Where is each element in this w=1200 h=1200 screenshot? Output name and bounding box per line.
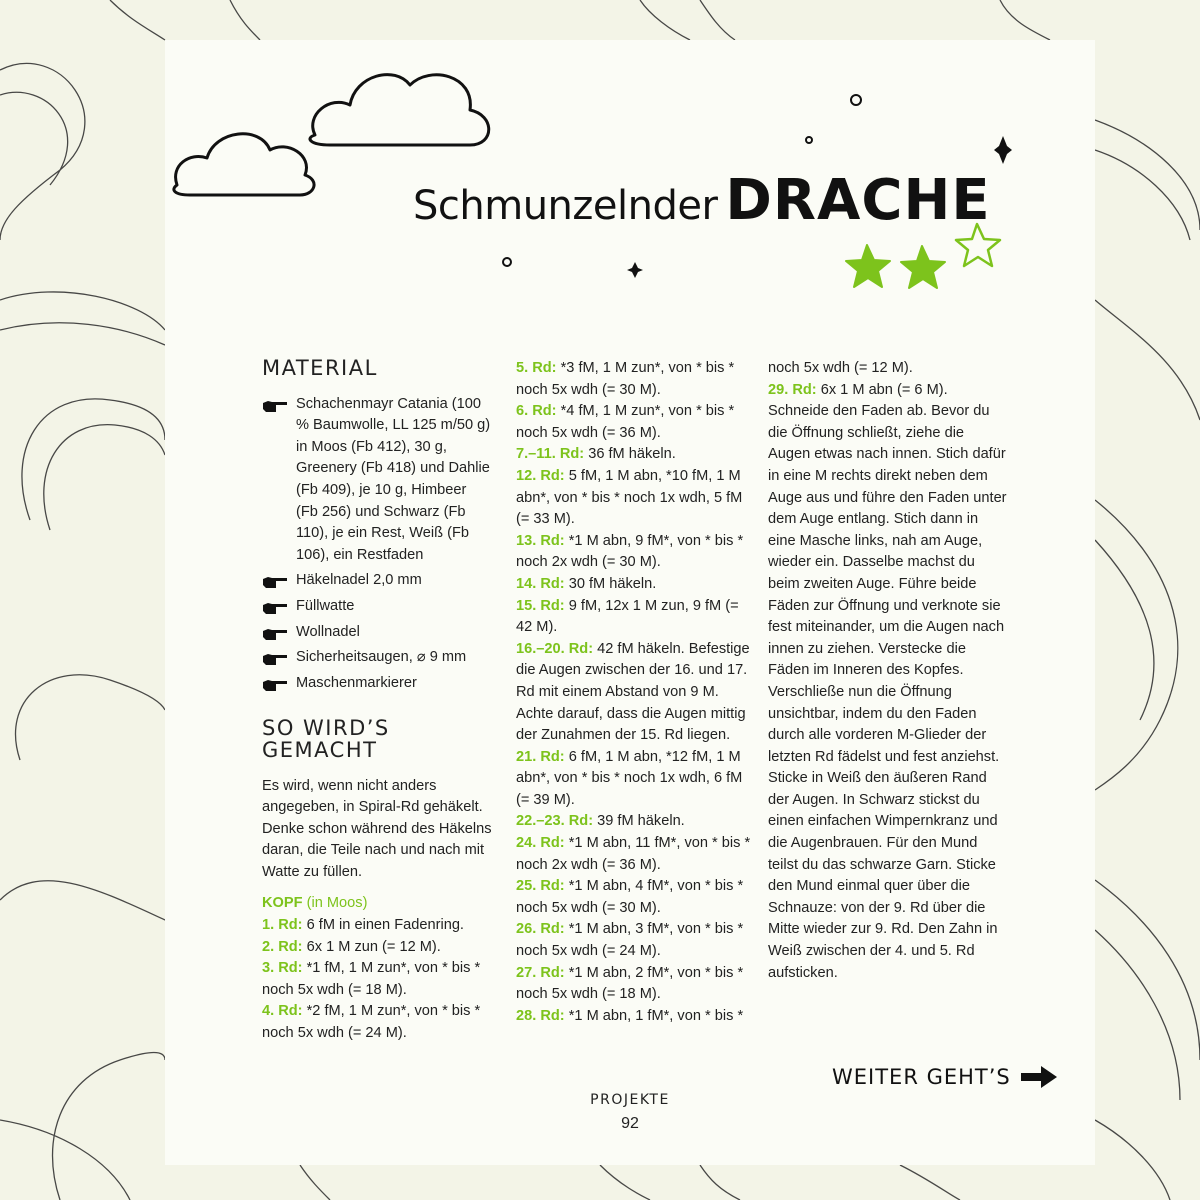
round-continuation: noch 5x wdh (= 12 M). (768, 360, 913, 376)
column-3 (768, 358, 1008, 984)
pointing-hand-icon (262, 399, 288, 413)
round-text: 6 fM in einen Fadenring. (306, 917, 464, 934)
round-text: *1 M abn, 9 fM*, von * bis * noch 2x wdh (= 30 M). (516, 532, 744, 571)
round-line (516, 531, 751, 574)
material-item (262, 622, 492, 644)
round-label: 16.–20. Rd: (516, 640, 594, 657)
round-label: 28. Rd: (516, 1007, 565, 1024)
round-label: 24. Rd: (516, 835, 565, 852)
round-line (262, 958, 492, 1001)
section-heading (262, 893, 492, 915)
round-label: 29. Rd: (768, 381, 817, 398)
title-part1: Schmunzelnder (413, 183, 718, 229)
cloud-large-icon (310, 75, 489, 145)
pointing-hand-icon (262, 627, 288, 641)
sparkle-icon (994, 136, 1012, 164)
pointing-hand-icon (262, 601, 288, 615)
round-text: 5 fM, 1 M abn, *10 fM, 1 M abn*, von * bis * noch 1x wdh, 5 fM (= 33 M). (516, 467, 743, 528)
round-line (262, 1001, 492, 1044)
round-label: 21. Rd: (516, 748, 565, 765)
material-list (262, 394, 492, 695)
round-line (516, 747, 751, 812)
round-text: 6x 1 M abn (= 6 M). (820, 381, 948, 398)
round-line (516, 596, 751, 639)
continue-link[interactable] (832, 1065, 1057, 1089)
instructions-intro: Es wird, wenn nicht anders angegeben, in Spiral-Rd gehäkelt. Denke schon während des Häkelns daran, die Teile nach und nach mit Watte zu füllen. (262, 777, 492, 880)
footer-section-label: PROJEKTE (590, 1092, 670, 1108)
dot-icon (851, 95, 861, 105)
material-item-text: Wollnadel (296, 623, 360, 640)
round-label: 26. Rd: (516, 921, 565, 938)
round-label: 25. Rd: (516, 878, 565, 895)
pointing-hand-icon (262, 678, 288, 692)
book-page (165, 40, 1095, 1165)
round-text: *1 M abn, 1 fM*, von * bis * (568, 1007, 744, 1024)
round-label: 2. Rd: (262, 938, 303, 955)
round-text: *1 M abn, 11 fM*, von * bis * noch 2x wdh (= 36 M). (516, 835, 751, 873)
dot-icon (806, 137, 812, 143)
material-item (262, 596, 492, 618)
page-title (413, 168, 991, 233)
material-heading: MATERIAL (262, 356, 378, 380)
round-text: *1 fM, 1 M zun*, von * bis * noch 5x wdh (= 18 M). (262, 960, 481, 998)
section-label: KOPF (262, 895, 303, 912)
round-label: 3. Rd: (262, 960, 303, 977)
material-item (262, 570, 492, 592)
round-text: *1 M abn, 4 fM*, von * bis * noch 5x wdh (= 30 M). (516, 878, 744, 916)
round-line (516, 876, 751, 919)
sparkle-icon (627, 262, 643, 278)
material-item (262, 673, 492, 695)
round-line (516, 401, 751, 444)
round-line (516, 963, 751, 1006)
material-item-text: Sicherheitsaugen, ⌀ 9 mm (296, 649, 467, 666)
round-line (516, 574, 751, 596)
round-text: 30 fM häkeln. (568, 575, 657, 592)
material-item-text: Maschenmarkierer (296, 674, 417, 691)
round-line (262, 915, 492, 937)
material-item (262, 647, 492, 669)
round-text: *1 M abn, 2 fM*, von * bis * noch 5x wdh (= 18 M). (516, 964, 744, 1003)
material-item (262, 394, 492, 567)
round-text: 39 fM häkeln. (597, 813, 685, 830)
round-label: 13. Rd: (516, 532, 565, 549)
round-label: 6. Rd: (516, 403, 557, 420)
star-filled-icon (846, 245, 890, 287)
round-line (262, 937, 492, 959)
arrow-right-icon (1021, 1066, 1057, 1088)
round-text: 9 fM, 12x 1 M zun, 9 fM (= 42 M). (516, 597, 739, 636)
round-line (516, 919, 751, 962)
round-text: *1 M abn, 3 fM*, von * bis * noch 5x wdh (= 24 M). (516, 921, 744, 960)
round-text: 42 fM häkeln. Befestige die Augen zwischen der 16. und 17. Rd mit einem Abstand von 9 M. Achte darauf, dass die Augen mittig der Zunahmen der 15. Rd liegen. (516, 640, 750, 744)
round-label: 14. Rd: (516, 575, 565, 592)
continue-label: WEITER GEHT’S (832, 1065, 1011, 1089)
material-item-text: Häkelnadel 2,0 mm (296, 572, 422, 589)
round-label: 22.–23. Rd: (516, 813, 594, 830)
round-label: 7.–11. Rd: (516, 446, 585, 463)
instructions-paragraph: Schneide den Faden ab. Bevor du die Öffnung schließt, ziehe die Augen etwas nach innen. Stich dafür in eine M rechts direkt neben dem Auge aus und führe den Faden unter dem Auge entlang. Stich dann in eine Masche links, nah am Auge, wieder ein. Dasselbe machst du beim zweiten Auge. Führe beide Fäden zur Öffnung und verknote sie fest miteinander, um die Augen nach innen zu ziehen. Verstecke die Fäden im Inneren des Kopfes. Verschließe nun die Öffnung unsichtbar, indem du den Faden durch alle vorderen M-Glieder der letzten Rd fädelst und fest anziehst. (768, 403, 1007, 765)
round-text: 36 fM häkeln. (588, 446, 676, 463)
round-label: 1. Rd: (262, 917, 303, 934)
title-part2: DRACHE (725, 168, 991, 233)
instructions-heading: SO WIRD’S GEMACHT (262, 716, 390, 762)
round-line (516, 811, 751, 833)
round-label: 5. Rd: (516, 360, 557, 376)
round-line (516, 833, 751, 876)
round-line (768, 380, 1008, 402)
round-text: *3 fM, 1 M zun*, von * bis * noch 5x wdh (= 30 M). (516, 360, 735, 398)
round-label: 12. Rd: (516, 467, 565, 484)
column-2 (516, 358, 751, 1027)
pointing-hand-icon (262, 652, 288, 666)
round-line (516, 444, 751, 466)
round-line (516, 1006, 751, 1028)
round-text: 6x 1 M zun (= 12 M). (306, 938, 441, 955)
round-line (516, 639, 751, 747)
material-item-text: Füllwatte (296, 597, 355, 614)
round-line (516, 358, 751, 401)
round-text: *2 fM, 1 M zun*, von * bis * noch 5x wdh (= 24 M). (262, 1003, 481, 1042)
round-label: 15. Rd: (516, 597, 565, 614)
round-text: *4 fM, 1 M zun*, von * bis * noch 5x wdh (= 36 M). (516, 403, 735, 441)
instructions-paragraph: Sticke in Weiß den äußeren Rand der Augen. In Schwarz stickst du einen einfachen Wimpernkranz und die Augenbrauen. Für den Mund teilst du das schwarze Garn. Sticke den Mund einmal quer über die Schnauze: von der 9. Rd über die Mitte wieder zur 9. Rd. Den Zahn in Weiß zwischen der 4. und 5. Rd aufsticken. (768, 770, 998, 981)
round-line (516, 466, 751, 531)
star-filled-icon (901, 246, 945, 288)
round-label: 27. Rd: (516, 964, 565, 981)
round-text: 6 fM, 1 M abn, *12 fM, 1 M abn*, von * bis * noch 1x wdh, 6 fM (= 39 M). (516, 748, 743, 808)
section-note: (in Moos) (306, 895, 368, 912)
column-1 (262, 358, 492, 1045)
page-number: 92 (621, 1115, 639, 1132)
cloud-small-icon (174, 134, 314, 195)
dot-icon (503, 258, 511, 266)
round-label: 4. Rd: (262, 1003, 303, 1020)
pointing-hand-icon (262, 575, 288, 589)
material-item-text: Schachenmayr Catania (100 % Baumwolle, LL 125 m/50 g) in Moos (Fb 412), 30 g, Greenery (Fb 418) und Dahlie (Fb 409), je 10 g, Himbeer (Fb 256) und Schwarz (Fb 110), je ein Rest, Weiß (Fb 106), ein Restfaden (296, 395, 491, 563)
